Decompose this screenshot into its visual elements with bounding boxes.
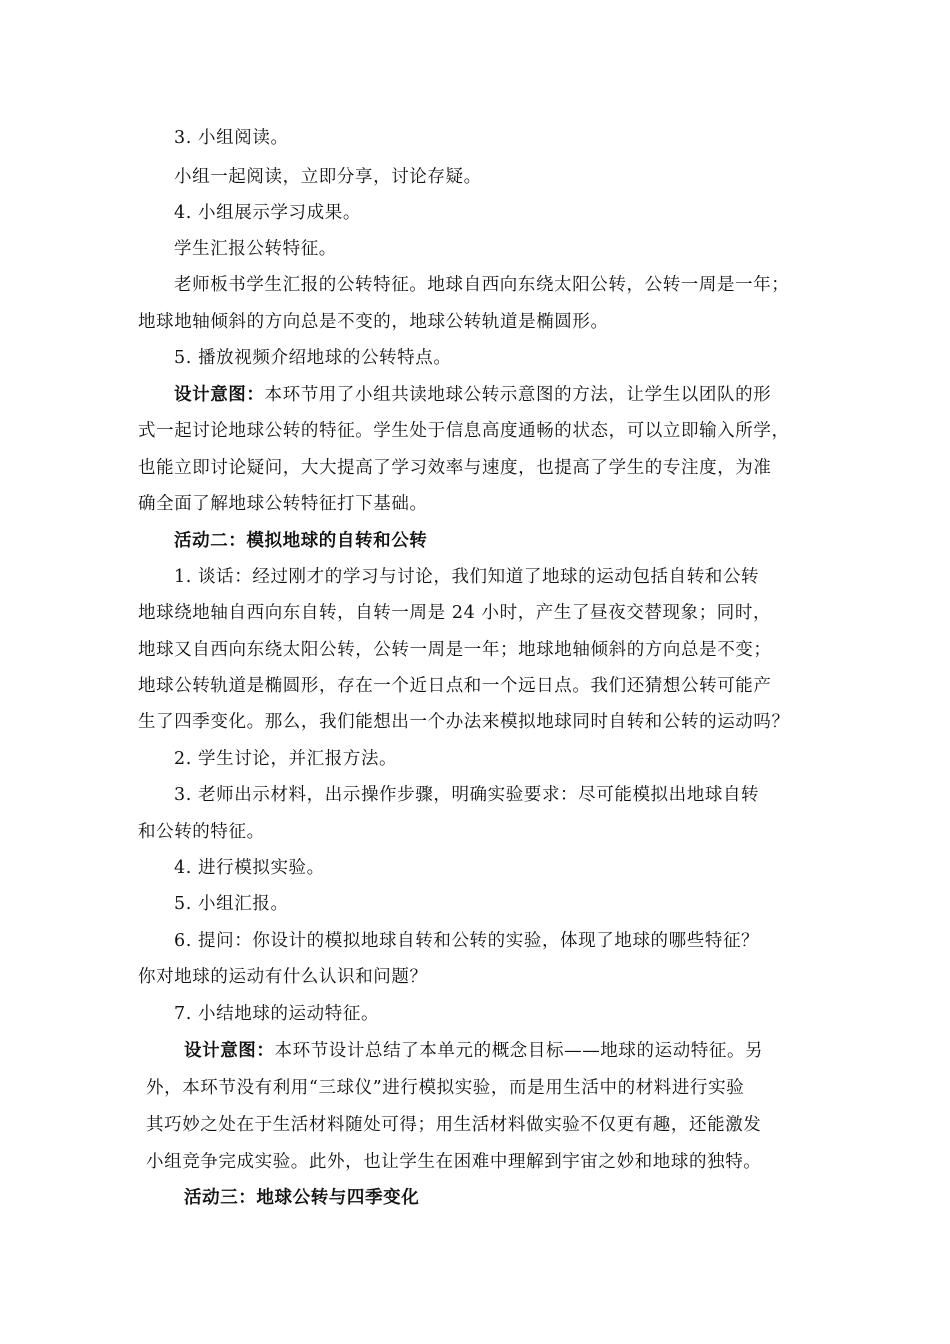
paragraph-line: 你对地球的运动有什么认识和问题？ [138,967,428,987]
design-intent-paragraph [184,1039,763,1063]
step-2-heading: 2. 学生讨论，并汇报方法。 [174,749,398,769]
paragraph-line: 小组一起阅读，立即分享，讨论存疑。 [174,167,482,187]
design-intent-paragraph [174,383,771,407]
paragraph-line: 地球又自西向东绕太阳公转，公转一周是一年；地球地轴倾斜的方向总是不变； [138,640,772,660]
paragraph-line: 确全面了解地球公转特征打下基础。 [138,494,428,514]
paragraph-line: 地球绕地轴自西向东自转，自转一周是 24 小时，产生了昼夜交替现象；同时， [138,603,772,623]
step-3-heading: 3. 小组阅读。 [174,128,289,148]
paragraph-line: 3. 老师出示材料，出示操作步骤，明确实验要求：尽可能模拟出地球自转 [174,785,760,805]
paragraph-line: 其巧妙之处在于生活材料随处可得；用生活材料做实验不仅更有趣，还能激发 [146,1115,762,1135]
step-4-heading: 4. 进行模拟实验。 [174,858,325,878]
paragraph-text: 本环节用了小组共读地球公转示意图的方法，让学生以团队的形 [264,385,772,405]
step-5-heading: 5. 播放视频介绍地球的公转特点。 [174,348,452,368]
step-5-heading: 5. 小组汇报。 [174,894,289,914]
paragraph-line: 6. 提问：你设计的模拟地球自转和公转的实验，体现了地球的哪些特征？ [174,931,760,951]
paragraph-line: 1. 谈话：经过刚才的学习与讨论，我们知道了地球的运动包括自转和公转 [174,567,760,587]
paragraph-line: 式一起讨论地球公转的特征。学生处于信息高度通畅的状态，可以立即输入所学， [138,421,790,441]
paragraph-line: 生了四季变化。那么，我们能想出一个办法来模拟地球同时自转和公转的运动吗？ [138,712,790,732]
paragraph-line: 地球地轴倾斜的方向总是不变的，地球公转轨道是椭圆形。 [138,312,609,332]
paragraph-line: 地球公转轨道是椭圆形，存在一个近日点和一个远日点。我们还猜想公转可能产 [138,676,772,696]
paragraph-line: 外，本环节没有利用“三球仪”进行模拟实验，而是用生活中的材料进行实验 [146,1078,745,1098]
activity-2-heading: 活动二：模拟地球的自转和公转 [174,531,428,551]
paragraph-line: 和公转的特征。 [138,822,265,842]
paragraph-line: 老师板书学生汇报的公转特征。地球自西向东绕太阳公转，公转一周是一年； [174,275,790,295]
paragraph-line: 学生汇报公转特征。 [174,239,337,259]
paragraph-line: 小组竞争完成实验。此外，也让学生在困难中理解到宇宙之妙和地球的独特。 [146,1152,762,1172]
paragraph-text: 本环节设计总结了本单元的概念目标——地球的运动特征。另 [274,1041,764,1061]
step-7-heading: 7. 小结地球的运动特征。 [174,1004,380,1024]
activity-3-heading: 活动三：地球公转与四季变化 [184,1188,420,1208]
design-intent-label: 设计意图： [184,1041,275,1061]
step-4-heading: 4. 小组展示学习成果。 [174,203,361,223]
design-intent-label: 设计意图： [174,385,265,405]
paragraph-line: 也能立即讨论疑问，大大提高了学习效率与速度，也提高了学生的专注度，为准 [138,458,772,478]
